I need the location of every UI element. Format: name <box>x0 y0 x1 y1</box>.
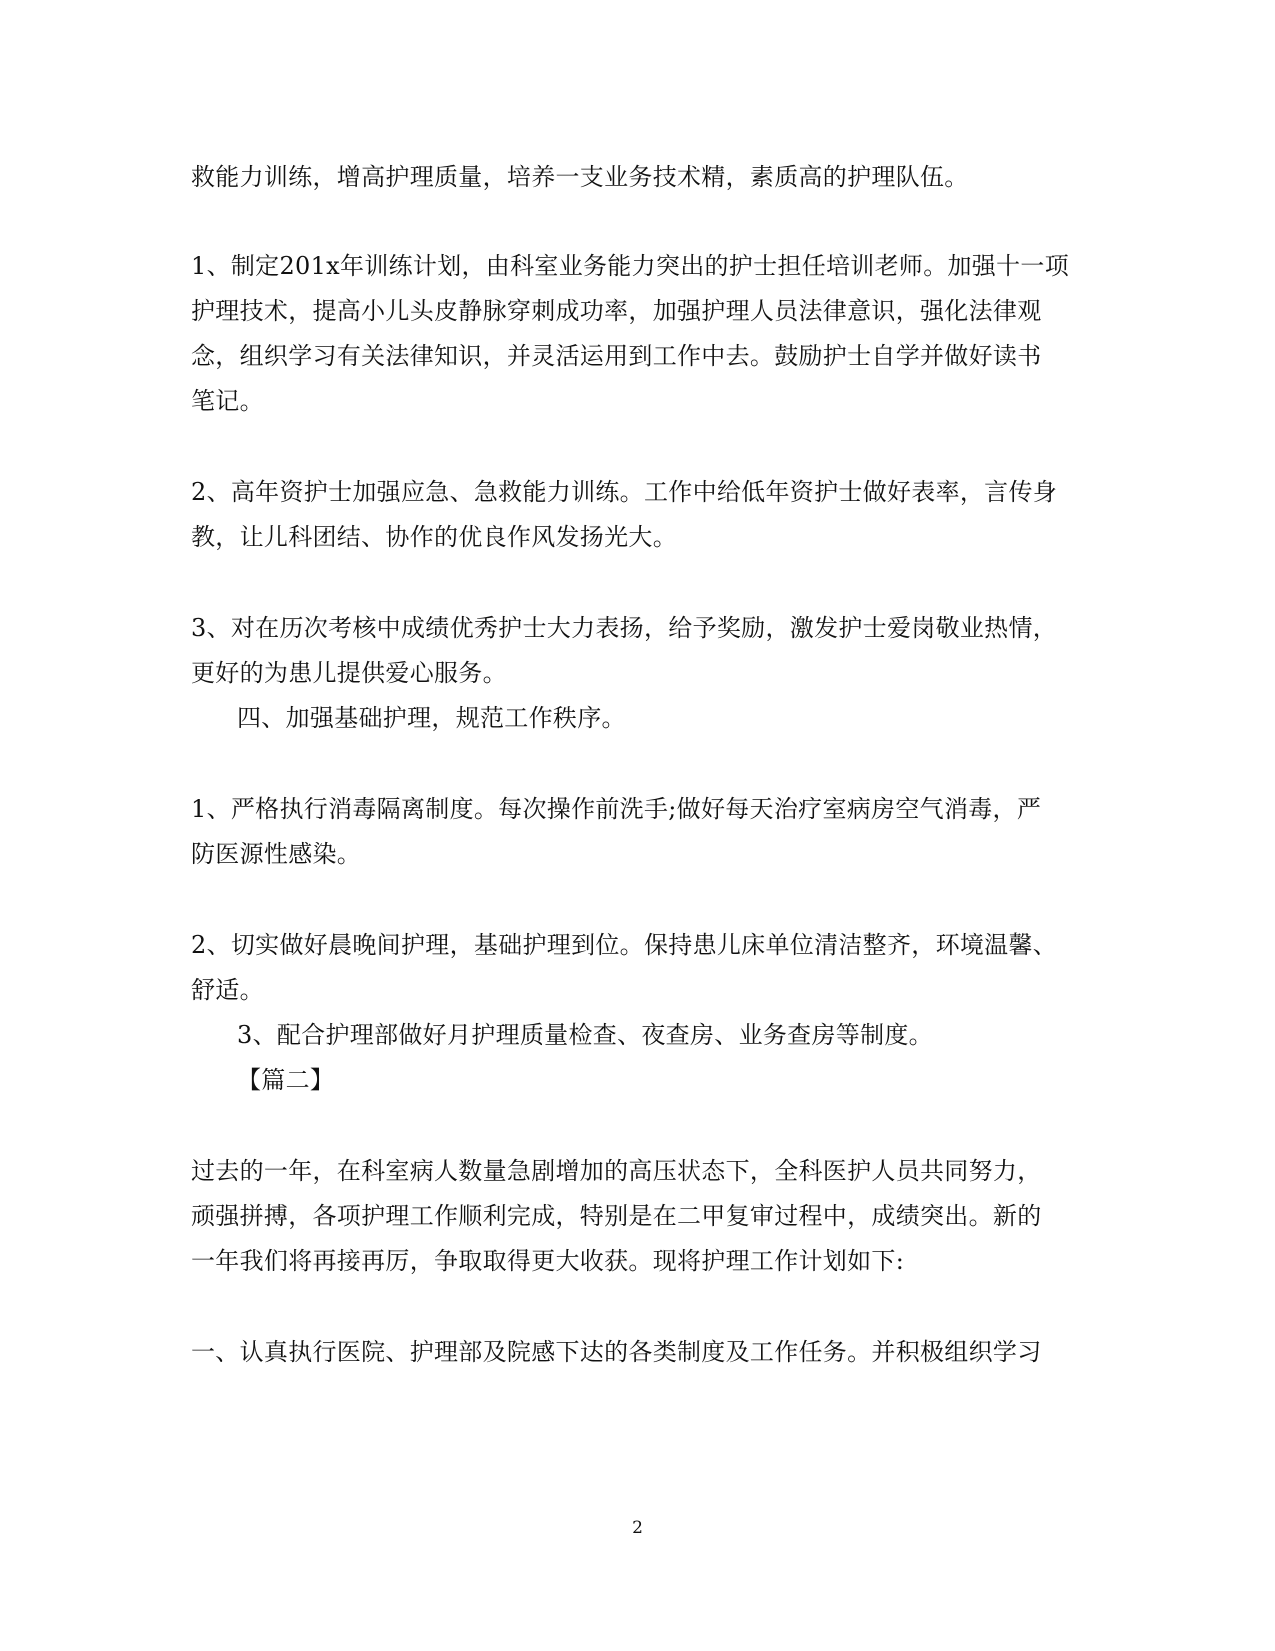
paragraph-line: 2、切实做好晨晚间护理，基础护理到位。保持患儿床单位清洁整齐，环境温馨、 <box>191 931 1058 959</box>
paragraph-line: 救能力训练，增高护理质量，培养一支业务技术精，素质高的护理队伍。 <box>191 163 969 191</box>
paragraph-line: 护理技术，提高小儿头皮静脉穿刺成功率，加强护理人员法律意识，强化法律观 <box>191 297 1042 325</box>
paragraph-line: 2、高年资护士加强应急、急救能力训练。工作中给低年资护士做好表率，言传身 <box>191 478 1058 506</box>
paragraph-line: 1、严格执行消毒隔离制度。每次操作前洗手;做好每天治疗室病房空气消毒，严 <box>191 795 1042 823</box>
paragraph-line: 更好的为患儿提供爱心服务。 <box>191 659 507 687</box>
page-number: 2 <box>632 1518 643 1538</box>
paragraph-line: 念，组织学习有关法律知识，并灵活运用到工作中去。鼓励护士自学并做好读书 <box>191 342 1042 370</box>
paragraph-line: 舒适。 <box>191 976 264 1004</box>
paragraph-line: 过去的一年，在科室病人数量急剧增加的高压状态下，全科医护人员共同努力， <box>191 1157 1042 1185</box>
paragraph-line: 3、配合护理部做好月护理质量检查、夜查房、业务查房等制度。 <box>237 1021 933 1049</box>
paragraph-line: 顽强拼搏，各项护理工作顺利完成，特别是在二甲复审过程中，成绩突出。新的 <box>191 1202 1042 1230</box>
paragraph-line: 一、认真执行医院、护理部及院感下达的各类制度及工作任务。并积极组织学习 <box>191 1338 1042 1366</box>
section-heading: 四、加强基础护理，规范工作秩序。 <box>237 704 626 732</box>
paragraph-line: 教，让儿科团结、协作的优良作风发扬光大。 <box>191 523 677 551</box>
paragraph-line: 一年我们将再接再厉，争取取得更大收获。现将护理工作计划如下: <box>191 1247 905 1275</box>
section-heading: 【篇二】 <box>237 1066 335 1094</box>
paragraph-line: 防医源性感染。 <box>191 840 362 868</box>
paragraph-line: 笔记。 <box>191 387 264 415</box>
paragraph-line: 3、对在历次考核中成绩优秀护士大力表扬，给予奖励，激发护士爱岗敬业热情， <box>191 614 1058 642</box>
paragraph-line: 1、制定201x年训练计划，由科室业务能力突出的护士担任培训老师。加强十一项 <box>191 252 1070 280</box>
